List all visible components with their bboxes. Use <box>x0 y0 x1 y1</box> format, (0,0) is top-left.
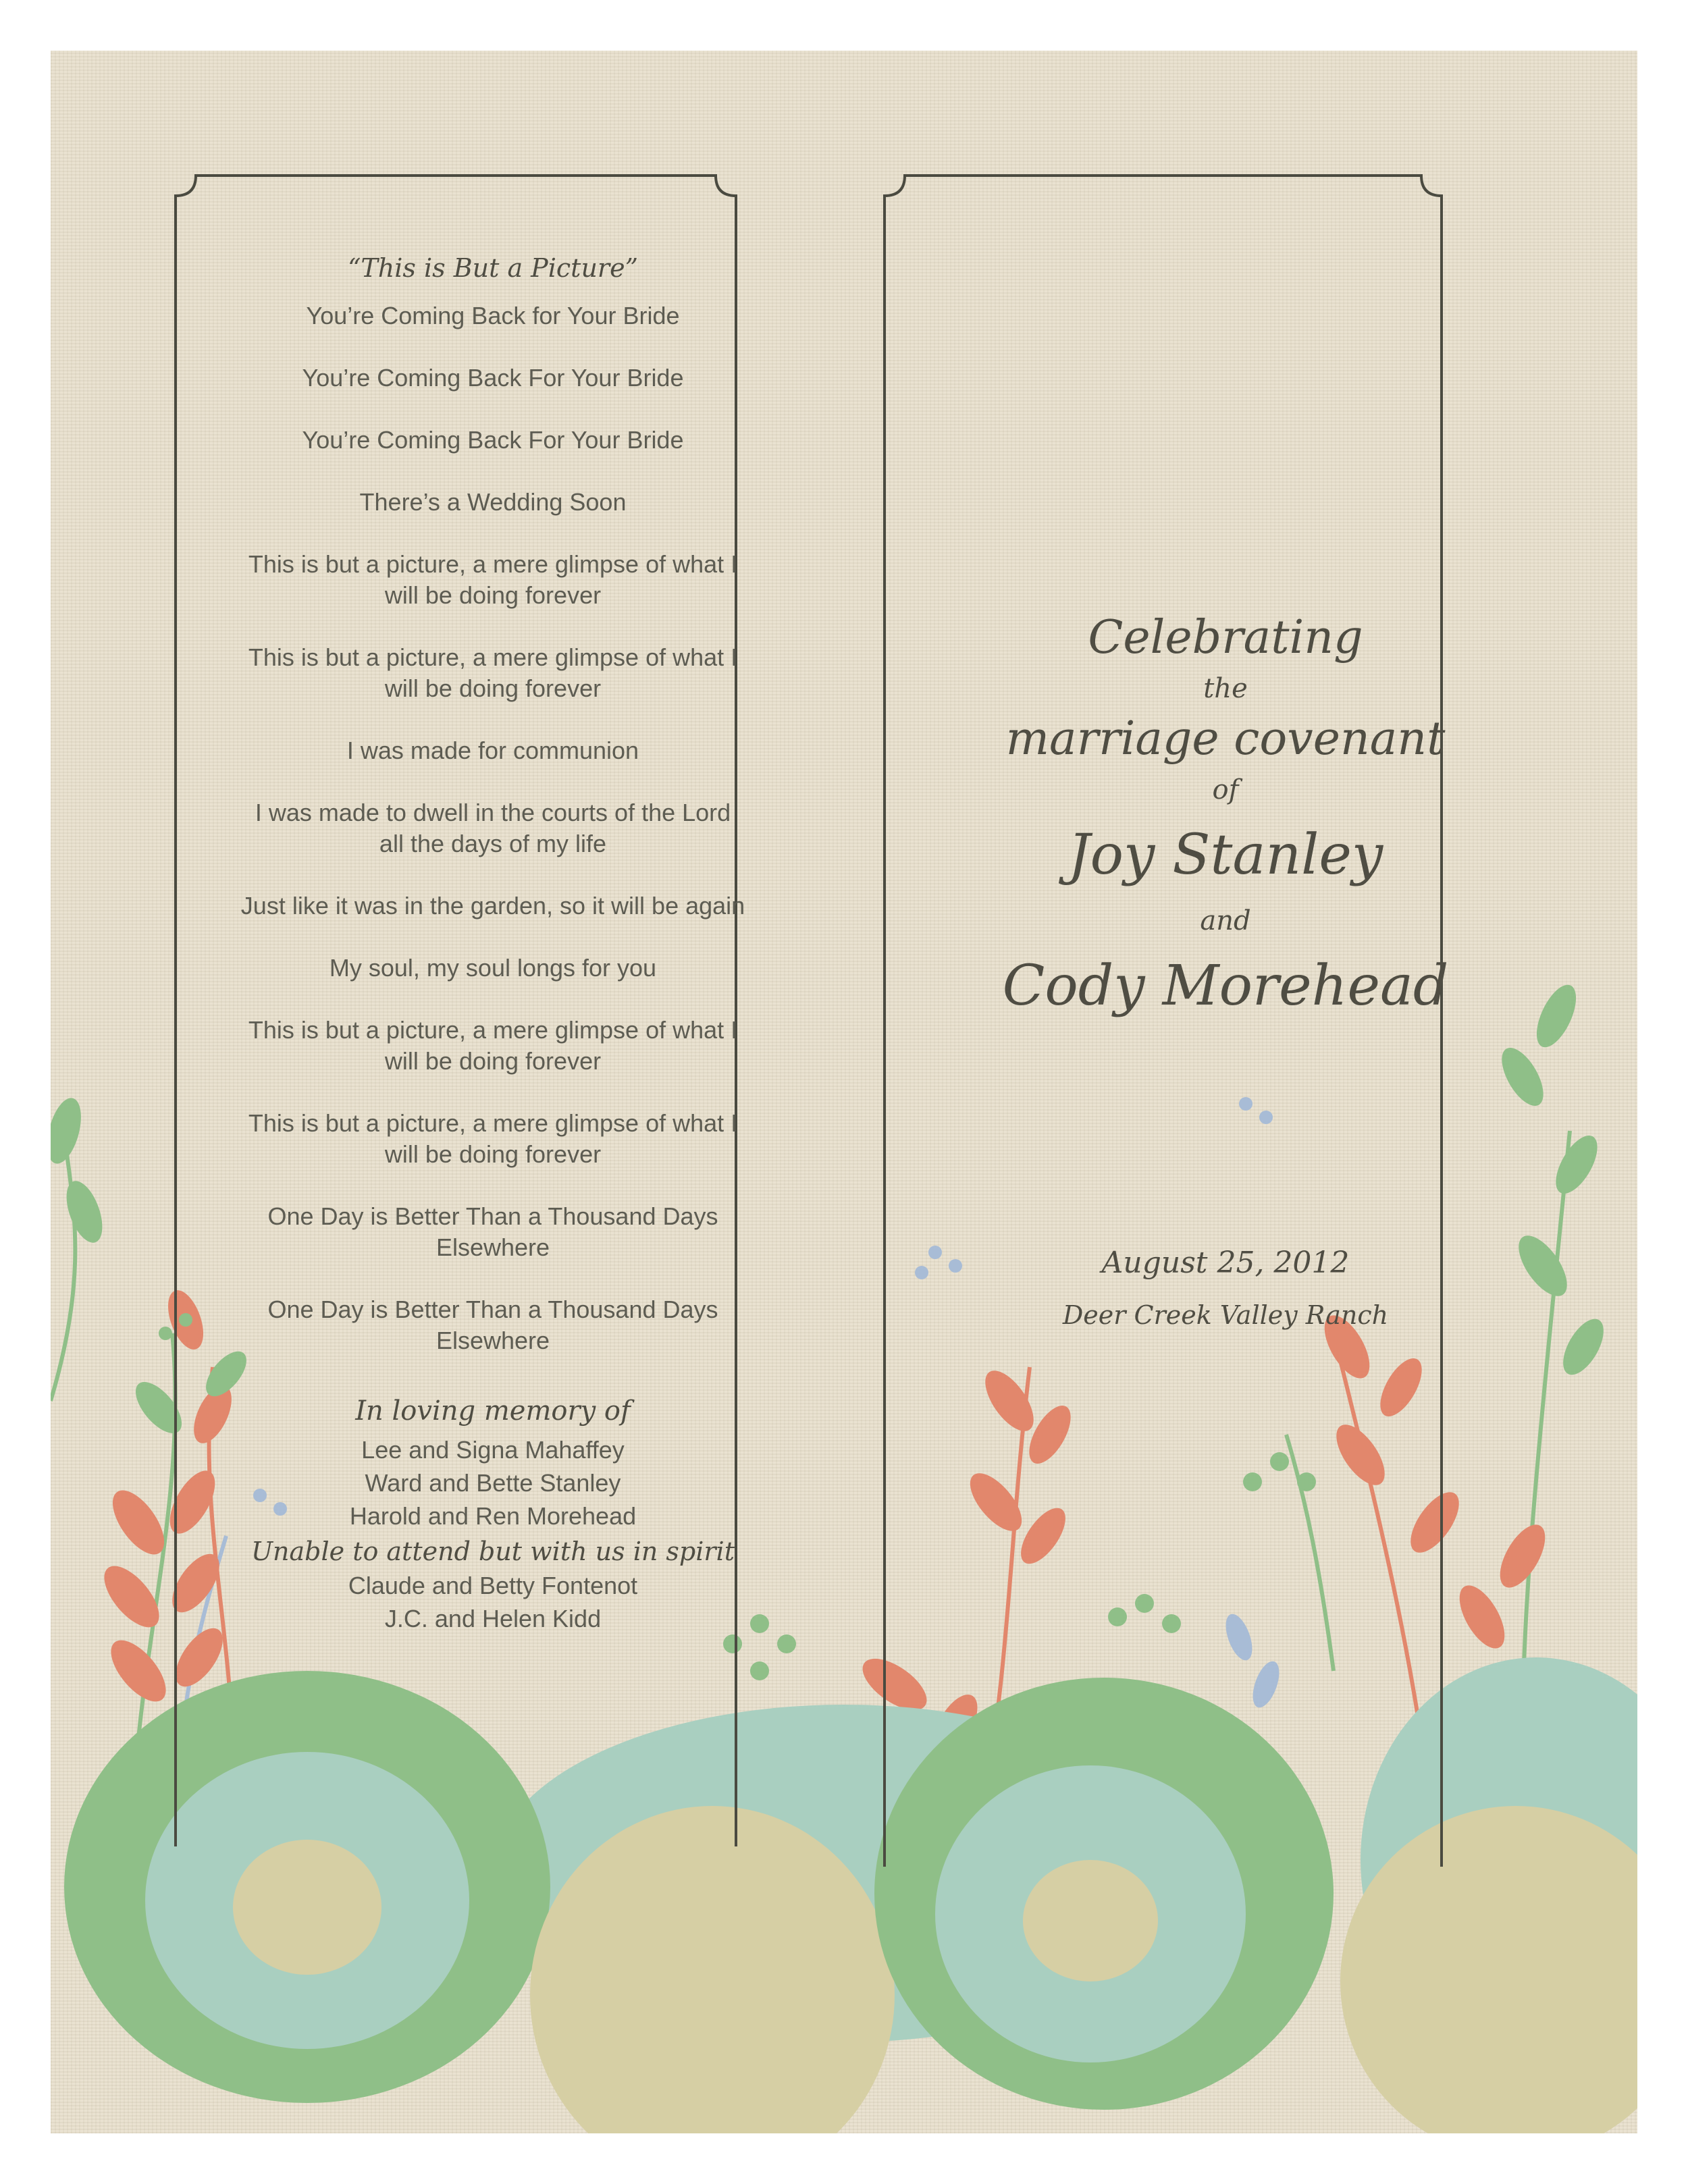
memory-heading: In loving memory of <box>355 1395 631 1427</box>
lyric-line: You’re Coming Back For Your Bride <box>302 364 684 392</box>
covenant-text: marriage covenant <box>1005 712 1446 766</box>
wedding-venue: Deer Creek Valley Ranch <box>1062 1300 1389 1330</box>
lyric-line: You’re Coming Back for Your Bride <box>306 302 680 329</box>
lyric-line: You’re Coming Back For Your Bride <box>302 426 684 454</box>
lyric-line: One Day is Better Than a Thousand Days Elsewhere <box>267 1202 718 1261</box>
lyric-line: I was made to dwell in the courts of the Lord all the days of my life <box>255 799 731 857</box>
bride-name: Joy Stanley <box>1067 823 1383 887</box>
lyric-line: One Day is Better Than a Thousand Days Elsewhere <box>267 1296 718 1354</box>
program-sheet <box>51 51 1637 2133</box>
lyric-line: This is but a picture, a mere glimpse of what I will be doing forever <box>248 550 738 609</box>
lyric-line: This is but a picture, a mere glimpse of what I will be doing forever <box>248 1109 738 1168</box>
spirit-name: Claude and Betty Fontenot <box>348 1572 638 1599</box>
spirit-name: J.C. and Helen Kidd <box>384 1605 602 1632</box>
lyric-line: This is but a picture, a mere glimpse of what I will be doing forever <box>248 1016 738 1075</box>
of-text: of <box>1212 774 1239 805</box>
groom-name: Cody Morehead <box>1002 954 1449 1018</box>
lyric-line: My soul, my soul longs for you <box>329 954 657 982</box>
right-panel <box>989 611 1462 1330</box>
wedding-date: August 25, 2012 <box>1101 1246 1350 1280</box>
celebrating-text: Celebrating <box>1088 611 1363 664</box>
lyric-line: This is but a picture, a mere glimpse of what I will be doing forever <box>248 643 738 702</box>
left-panel <box>240 253 746 1635</box>
memory-name: Ward and Bette Stanley <box>365 1469 621 1497</box>
and-text: and <box>1200 905 1251 936</box>
memory-name: Harold and Ren Morehead <box>349 1502 637 1530</box>
lyric-line: I was made for communion <box>346 737 639 764</box>
memory-name: Lee and Signa Mahaffey <box>361 1436 625 1464</box>
lyric-line: There’s a Wedding Soon <box>359 488 627 516</box>
song-title: “This is But a Picture” <box>347 253 639 283</box>
lyric-line: Just like it was in the garden, so it will be again <box>240 892 745 920</box>
spirit-heading: Unable to attend but with us in spirit <box>251 1537 735 1566</box>
the-text: the <box>1203 673 1248 704</box>
